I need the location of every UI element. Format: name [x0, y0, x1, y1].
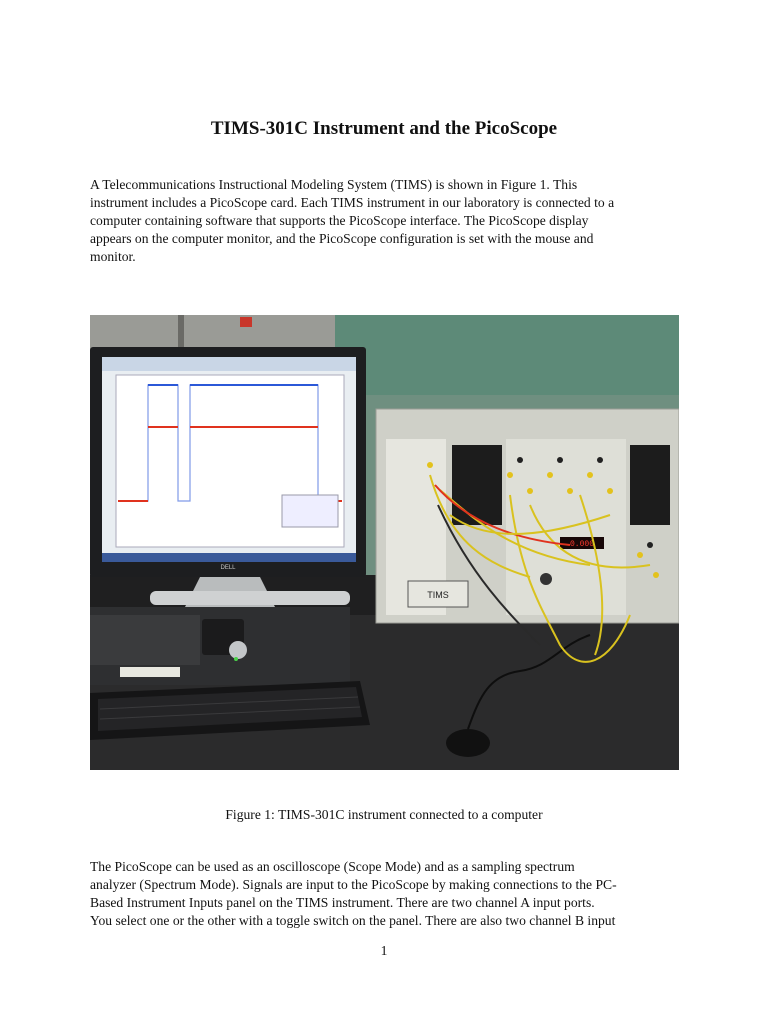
intro-paragraph [90, 176, 686, 266]
page-number: 1 [380, 943, 388, 958]
body-paragraph [90, 858, 686, 930]
figure-caption: Figure 1: TIMS-301C instrument connected to a computer [225, 807, 543, 822]
monitor [90, 347, 366, 577]
intro-line: instrument includes a PicoScope card. Each TIMS instrument in our laboratory is connected to a [90, 195, 615, 210]
computer-tower [90, 607, 350, 685]
body-line: The PicoScope can be used as an oscilloscope (Scope Mode) and as a sampling spectrum [90, 859, 575, 874]
body-line: analyzer (Spectrum Mode). Signals are input to the PicoScope by making connections to the PC- [90, 877, 617, 892]
intro-line: appears on the computer monitor, and the PicoScope configuration is set with the mouse and [90, 231, 594, 246]
svg-text:0.000: 0.000 [569, 540, 595, 549]
mouse [446, 729, 490, 757]
intro-line: computer containing software that supports the PicoScope interface. The PicoScope display [90, 213, 589, 228]
body-line: You select one or the other with a toggle switch on the panel. There are also two channel B input [90, 913, 616, 928]
page-title: TIMS-301C Instrument and the PicoScope [210, 118, 558, 139]
tims-logo: TIMS [427, 590, 449, 600]
monitor-brand: DELL [220, 565, 236, 571]
intro-line: A Telecommunications Instructional Modeling System (TIMS) is shown in Figure 1. This [90, 177, 578, 192]
body-line: Based Instrument Inputs panel on the TIMS instrument. There are two channel A input ports. [90, 895, 595, 910]
figure-1-photo [90, 315, 679, 770]
tims-instrument [376, 409, 679, 623]
intro-line: monitor. [90, 249, 136, 264]
